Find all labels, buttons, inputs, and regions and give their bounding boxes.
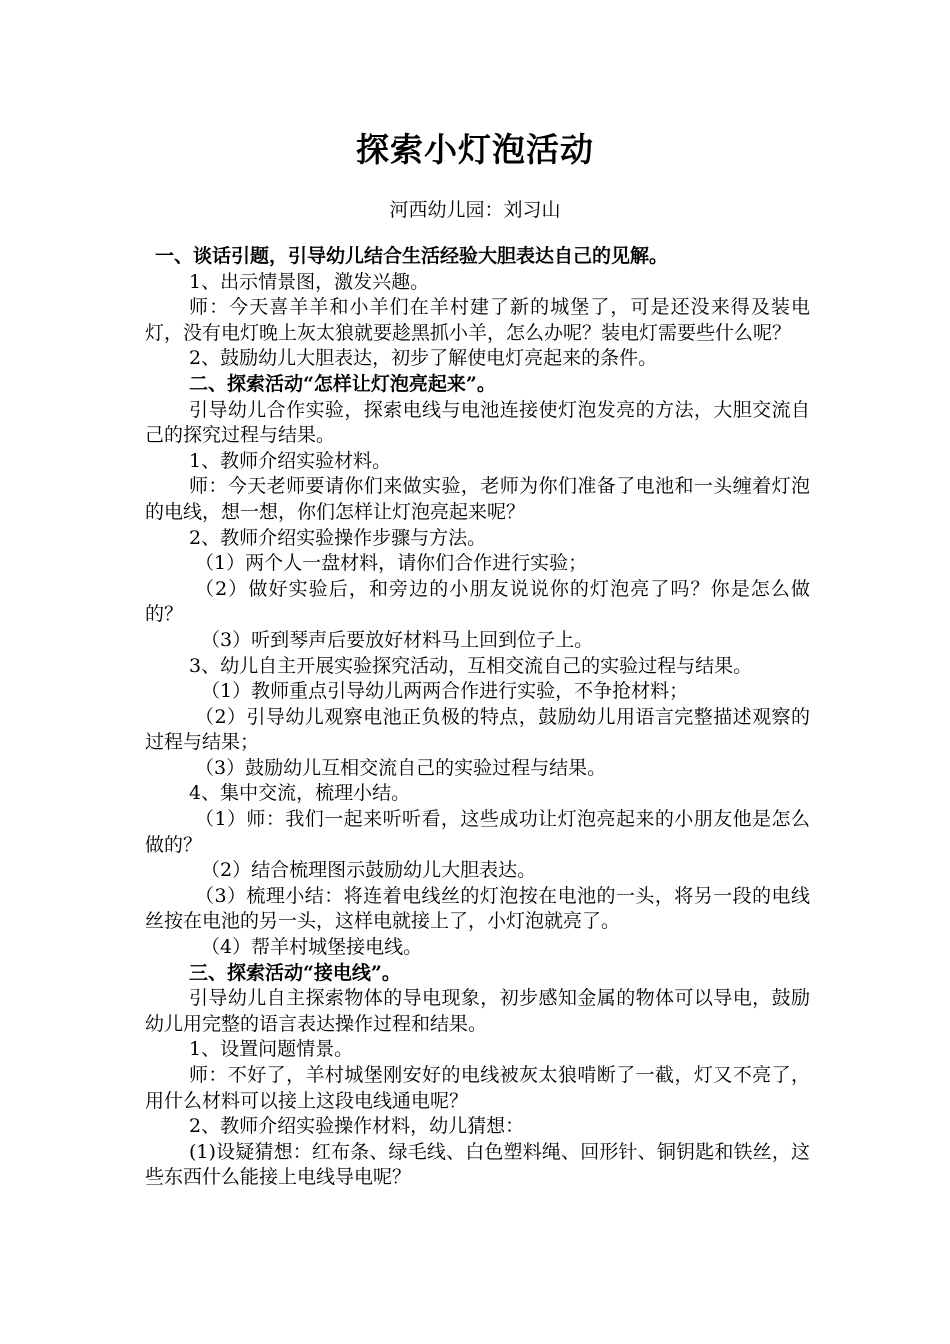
paragraph: 1、设置问题情景。: [189, 1038, 354, 1061]
paragraph: 4、集中交流，梳理小结。: [189, 782, 411, 805]
paragraph: 引导幼儿合作实验，探索电线与电池连接使灯泡发亮的方法，大胆交流自己的探究过程与结果。: [145, 398, 810, 447]
paragraph: (1)设疑猜想：红布条、绿毛线、白色塑料绳、回形针、铜钥匙和铁丝，这些东西什么能接上电线导电呢？: [145, 1140, 810, 1189]
section-heading: 二、探索活动“怎样让灯泡亮起来”。: [189, 372, 496, 395]
section-heading: 三、探索活动“接电线”。: [189, 961, 401, 984]
document-author: 河西幼儿园：刘习山: [389, 199, 561, 221]
paragraph: （2）结合梳理图示鼓励幼儿大胆表达。: [201, 859, 537, 882]
document-body: [145, 244, 810, 1191]
paragraph: 师：不好了，羊村城堡刚安好的电线被灰太狼啃断了一截，灯又不亮了，用什么材料可以接上这段电线通电呢？: [145, 1064, 810, 1112]
paragraph: （4）帮羊村城堡接电线。: [201, 936, 423, 959]
paragraph: （2）做好实验后，和旁边的小朋友说说你的灯泡亮了吗？你是怎么做的？: [145, 577, 810, 626]
paragraph: 师：今天老师要请你们来做实验，老师为你们准备了电池和一头缠着灯泡的电线，想一想，你们怎样让灯泡亮起来呢？: [145, 475, 810, 523]
paragraph: 1、教师介绍实验材料。: [189, 449, 392, 472]
paragraph: 1、出示情景图，激发兴趣。: [189, 270, 430, 293]
section-heading: 一、谈话引题，引导幼儿结合生活经验大胆表达自己的见解。: [155, 245, 669, 267]
paragraph: （3）听到琴声后要放好材料马上回到位子上。: [201, 628, 594, 651]
document-title: 探索小灯泡活动: [356, 130, 594, 169]
paragraph: 2、教师介绍实验操作材料，幼儿猜想：: [189, 1115, 525, 1138]
paragraph: 师：今天喜羊羊和小羊们在羊村建了新的城堡了，可是还没来得及装电灯，没有电灯晚上灰太狼就要趁黑抓小羊，怎么办呢？装电灯需要些什么呢？: [145, 296, 810, 344]
paragraph: 2、鼓励幼儿大胆表达，初步了解使电灯亮起来的条件。: [189, 347, 658, 370]
paragraph: （3）梳理小结：将连着电线丝的灯泡按在电池的一头，将另一段的电线丝按在电池的另一头，这样电就接上了，小灯泡就亮了。: [145, 884, 810, 933]
paragraph: 3、幼儿自主开展实验探究活动，互相交流自己的实验过程与结果。: [189, 654, 753, 677]
paragraph: （3）鼓励幼儿互相交流自己的实验过程与结果。: [195, 756, 607, 779]
paragraph: （1）教师重点引导幼儿两两合作进行实验，不争抢材料；: [201, 680, 689, 703]
paragraph: （1）两个人一盘材料，请你们合作进行实验；: [195, 552, 588, 575]
paragraph: （2）引导幼儿观察电池正负极的特点，鼓励幼儿用语言完整描述观察的过程与结果；: [145, 705, 810, 754]
paragraph: 2、教师介绍实验操作步骤与方法。: [189, 526, 487, 549]
paragraph: （1）师：我们一起来听听看，这些成功让灯泡亮起来的小朋友他是怎么做的？: [145, 808, 810, 856]
paragraph: 引导幼儿自主探索物体的导电现象，初步感知金属的物体可以导电，鼓励幼儿用完整的语言表达操作过程和结果。: [145, 987, 810, 1035]
